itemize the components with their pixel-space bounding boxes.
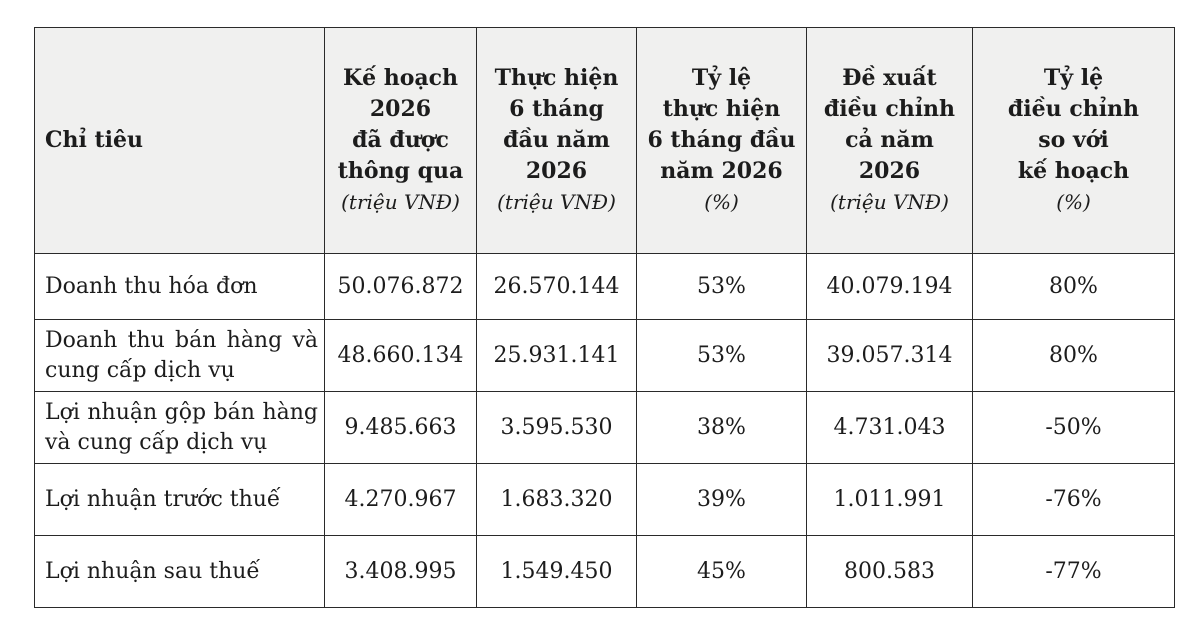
- header-line: so với: [1038, 127, 1109, 153]
- cell-plan: 50.076.872: [325, 254, 477, 320]
- header-line: 2026: [525, 158, 588, 184]
- cell-proposed: 4.731.043: [807, 392, 973, 464]
- cell-rate-6m: 45%: [637, 536, 807, 608]
- row-label: Lợi nhuận sau thuế: [35, 536, 325, 608]
- row-label: Doanh thu bán hàng và cung cấp dịch vụ: [35, 320, 325, 392]
- cell-rate-6m: 53%: [637, 254, 807, 320]
- row-label: Lợi nhuận trước thuế: [35, 464, 325, 536]
- header-indicator: [35, 28, 325, 254]
- cell-actual-6m: 3.595.530: [477, 392, 637, 464]
- cell-adj-rate: -76%: [973, 464, 1175, 536]
- cell-actual-6m: 1.683.320: [477, 464, 637, 536]
- header-unit: (triệu VNĐ): [341, 190, 460, 214]
- header-plan: [325, 28, 477, 254]
- header-line: thực hiện: [662, 96, 781, 122]
- cell-plan: 9.485.663: [325, 392, 477, 464]
- header-line: Chỉ tiêu: [45, 127, 144, 153]
- row-label: Doanh thu hóa đơn: [35, 254, 325, 320]
- header-adj-rate: [973, 28, 1175, 254]
- cell-plan: 48.660.134: [325, 320, 477, 392]
- cell-plan: 3.408.995: [325, 536, 477, 608]
- cell-adj-rate: 80%: [973, 320, 1175, 392]
- header-line: điều chỉnh: [1007, 96, 1140, 122]
- header-unit: (%): [704, 190, 739, 214]
- cell-proposed: 800.583: [807, 536, 973, 608]
- header-line: đầu năm: [503, 127, 610, 153]
- cell-rate-6m: 39%: [637, 464, 807, 536]
- header-line: Tỷ lệ: [1043, 65, 1104, 91]
- financial-plan-table-container: [34, 27, 1174, 607]
- header-line: kế hoạch: [1017, 158, 1130, 184]
- header-unit: (triệu VNĐ): [830, 190, 949, 214]
- cell-adj-rate: 80%: [973, 254, 1175, 320]
- header-line: Kế hoạch: [342, 65, 459, 91]
- table-row: [35, 392, 1175, 464]
- cell-rate-6m: 38%: [637, 392, 807, 464]
- header-line: 2026: [369, 96, 432, 122]
- cell-actual-6m: 26.570.144: [477, 254, 637, 320]
- header-line: năm 2026: [660, 158, 783, 184]
- cell-adj-rate: -50%: [973, 392, 1175, 464]
- header-proposed: [807, 28, 973, 254]
- row-label: Lợi nhuận gộp bán hàng và cung cấp dịch vụ: [35, 392, 325, 464]
- header-row: [35, 28, 1175, 254]
- header-unit: (%): [1056, 190, 1091, 214]
- header-line: Thực hiện: [494, 65, 619, 91]
- header-line: Đề xuất: [842, 65, 937, 91]
- header-line: đã được: [352, 127, 449, 153]
- header-line: 6 tháng: [509, 96, 604, 122]
- header-line: 6 tháng đầu: [647, 127, 796, 153]
- header-actual-6m: [477, 28, 637, 254]
- cell-actual-6m: 25.931.141: [477, 320, 637, 392]
- header-line: thông qua: [337, 158, 464, 184]
- table-row: [35, 254, 1175, 320]
- cell-adj-rate: -77%: [973, 536, 1175, 608]
- cell-plan: 4.270.967: [325, 464, 477, 536]
- cell-rate-6m: 53%: [637, 320, 807, 392]
- header-unit: (triệu VNĐ): [497, 190, 616, 214]
- table-row: [35, 536, 1175, 608]
- table-header: [35, 28, 1175, 254]
- financial-plan-table: [34, 27, 1175, 608]
- header-line: cả năm 2026: [845, 127, 934, 184]
- cell-actual-6m: 1.549.450: [477, 536, 637, 608]
- cell-proposed: 1.011.991: [807, 464, 973, 536]
- cell-proposed: 39.057.314: [807, 320, 973, 392]
- header-line: Tỷ lệ: [691, 65, 752, 91]
- table-row: [35, 464, 1175, 536]
- header-line: điều chỉnh: [823, 96, 956, 122]
- table-body: [35, 254, 1175, 608]
- cell-proposed: 40.079.194: [807, 254, 973, 320]
- table-row: [35, 320, 1175, 392]
- header-rate-6m: [637, 28, 807, 254]
